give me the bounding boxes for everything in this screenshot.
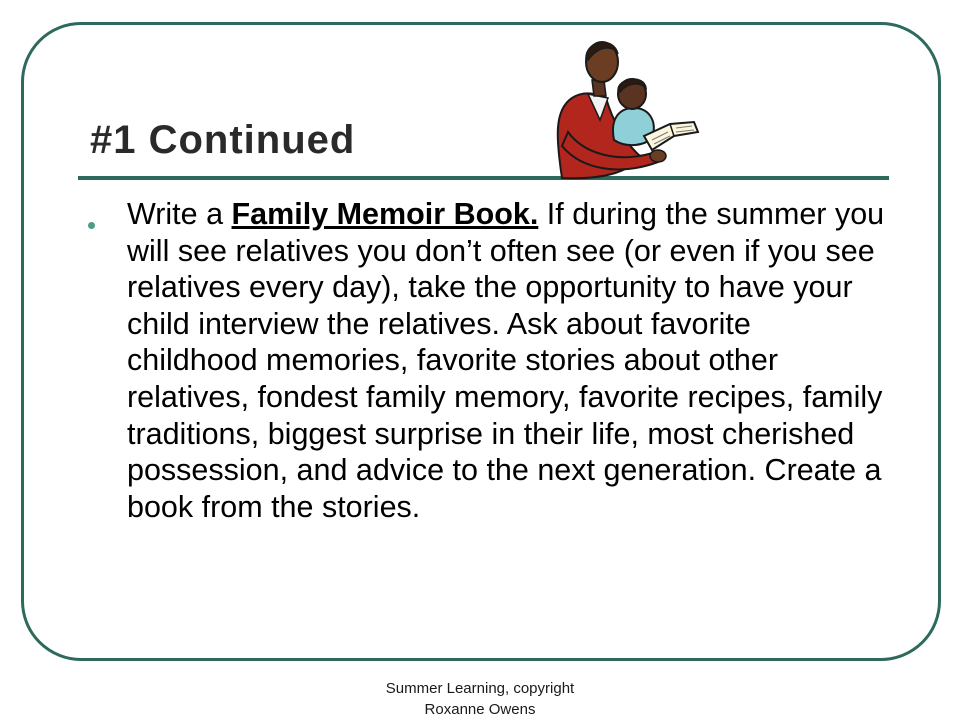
family-memoir-book-emphasis: Family Memoir Book. (231, 197, 539, 231)
bullet-body-text: If during the summer you will see relatives you don’t often see (or even if you see relatives every day), take the opportunity to have your child interview the relatives. Ask about favorite childhood memories, favorite stories about other relatives, fondest family memory, favorite recipes, family traditions, biggest surprise in their life, most cherished possession, and advice to the next generation. Create a book from the stories. (127, 197, 885, 524)
bullet-paragraph (127, 196, 887, 525)
bullet-marker (88, 222, 95, 229)
footer-line-2: Roxanne Owens (424, 701, 536, 718)
title-divider (78, 176, 889, 180)
slide-title: #1 Continued (90, 118, 356, 162)
footer-line-1: Summer Learning, copyright (385, 680, 575, 697)
slide-footer (340, 678, 620, 720)
bullet-lead-text: Write a (127, 197, 232, 231)
father-reading-to-child-icon (548, 28, 704, 184)
